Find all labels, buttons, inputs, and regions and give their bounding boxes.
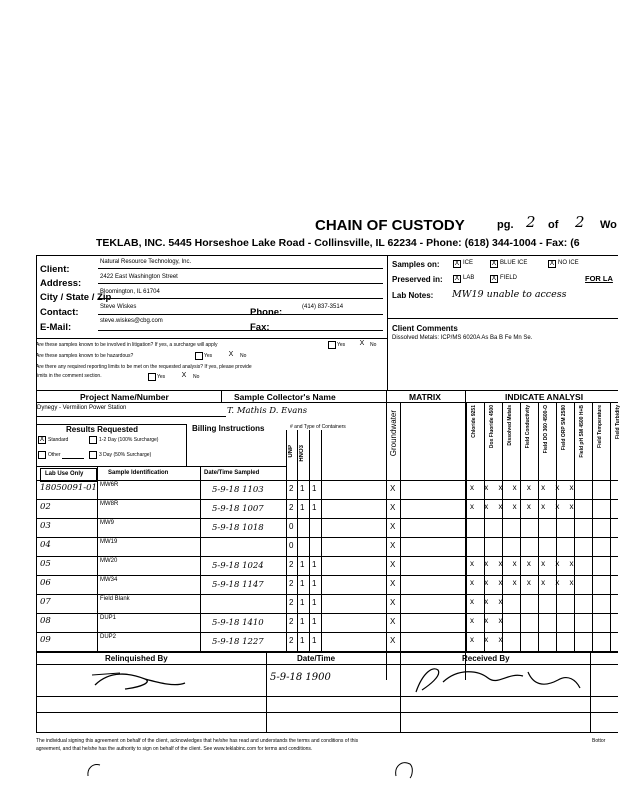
- unp-count: 2: [289, 503, 294, 512]
- ice-checkbox[interactable]: X: [454, 260, 460, 267]
- two-day-label: 1-2 Day (100% Surcharge): [99, 437, 159, 443]
- lab-number: 08: [40, 616, 51, 626]
- three-day-label: 3 Day (50% Surcharge): [99, 452, 152, 458]
- lab-notes-value: MW19 unable to access: [452, 289, 567, 300]
- reporting-question: Are there any required reporting limits to be met on the requested analysis? If yes, please provide: [36, 364, 252, 370]
- lab-number: 18050091-01: [40, 483, 97, 493]
- sample-id: MW20: [100, 558, 118, 564]
- email-value: steve.wiskes@cbg.com: [100, 318, 163, 324]
- sample-id: MW8R: [100, 501, 119, 507]
- sample-collector-label: Sample Collector's Name: [234, 392, 336, 402]
- analysis-header: Field Turbidity: [615, 405, 621, 440]
- hole-punch-left: [85, 760, 105, 780]
- analysis-column-divider: [556, 402, 557, 652]
- analysis-header: Field Temperature: [597, 405, 603, 448]
- lab-number: 07: [40, 597, 51, 607]
- container-count: 1: [312, 598, 317, 607]
- lab-number: 02: [40, 502, 51, 512]
- analysis-header: Chloride 9251: [471, 405, 477, 438]
- footer-line-1: The individual signing this agreement on behalf of the client, acknowledges that he/she has read and understands the terms and conditions of this: [36, 738, 359, 744]
- analysis-marks: x x x x x x x x: [470, 559, 574, 568]
- lab-number: 03: [40, 521, 51, 531]
- container-count: 1: [312, 636, 317, 645]
- unp-count: 2: [289, 579, 294, 588]
- of-label: of: [548, 219, 559, 231]
- client-value: Natural Resource Technology, Inc.: [100, 259, 192, 265]
- unp-count: 2: [289, 617, 294, 626]
- received-by-label: Received By: [462, 654, 510, 663]
- date-time-sampled: 5-9-18 1147: [212, 580, 264, 590]
- sample-collector-value: T. Mathis D. Evans: [227, 406, 308, 416]
- footer-right: Bottor: [592, 738, 606, 744]
- date-time-label: Date/Time: [297, 654, 336, 663]
- hno3-count: 1: [300, 560, 305, 569]
- relinquished-date-value: 5-9-18 1900: [270, 672, 331, 683]
- unp-count: 2: [289, 636, 294, 645]
- unp-count: 2: [289, 560, 294, 569]
- email-label: E-Mail:: [40, 322, 72, 333]
- container-count: 1: [312, 579, 317, 588]
- date-time-sampled: 5-9-18 1024: [212, 561, 264, 571]
- reporting-question-2: limits in the comment section.: [36, 373, 102, 379]
- container-count: 1: [312, 617, 317, 626]
- groundwater-mark: X: [390, 636, 396, 645]
- reporting-no-checkbox[interactable]: X: [181, 372, 187, 379]
- no-ice-checkbox[interactable]: X: [549, 260, 555, 267]
- analysis-marks: x x x x x x x x: [470, 578, 574, 587]
- analysis-marks: x x x: [470, 635, 503, 644]
- row-divider: [36, 537, 618, 538]
- groundwater-mark: X: [390, 617, 396, 626]
- analysis-marks: x x x: [470, 616, 503, 625]
- lab-address-line: TEKLAB, INC. 5445 Horseshoe Lake Road - Collinsville, IL 62234 - Phone: (618) 344-1004 - Fax: (6: [96, 237, 580, 249]
- analysis-marks: x x x x x x x x: [470, 483, 574, 492]
- groundwater-mark: X: [390, 579, 396, 588]
- standard-checkbox[interactable]: X: [39, 436, 45, 443]
- analysis-header: Field DO 360 4500-O: [543, 405, 549, 454]
- hno3-header: HNO3: [299, 445, 305, 462]
- unp-count: 0: [289, 522, 294, 531]
- three-day-checkbox[interactable]: [89, 451, 97, 459]
- date-time-sampled: 5-9-18 1018: [212, 523, 264, 533]
- contact-value: Steve Wiskes: [100, 304, 137, 310]
- page-number: 2: [526, 213, 536, 231]
- date-time-sampled: 5-9-18 1103: [212, 485, 264, 495]
- lab-number: 06: [40, 578, 51, 588]
- date-time-sampled: 5-9-18 1007: [212, 504, 264, 514]
- groundwater-header: Groundwater: [389, 410, 398, 457]
- preserved-label: Preserved in:: [392, 275, 443, 284]
- no-ice-label: NO ICE: [558, 260, 579, 266]
- phone-label: Phone:: [250, 307, 283, 318]
- lab-number: 04: [40, 540, 51, 550]
- hno3-count: 1: [300, 503, 305, 512]
- client-comments-value: Dissolved Metals: ICP/MS 6020A As Ba B Fe Mn Se.: [392, 335, 533, 341]
- sample-id: DUP1: [100, 615, 117, 621]
- field-checkbox[interactable]: X: [491, 275, 497, 282]
- hole-punch-center: [392, 758, 416, 782]
- matrix-label: MATRIX: [409, 392, 441, 402]
- sample-id: Field Blank: [100, 596, 130, 602]
- fax-label: Fax:: [250, 322, 270, 333]
- groundwater-mark: X: [390, 541, 396, 550]
- analysis-header: Field pH SM 4500 H+B: [579, 405, 585, 458]
- analysis-column-divider: [484, 402, 485, 652]
- groundwater-mark: X: [390, 598, 396, 607]
- hno3-count: 1: [300, 484, 305, 493]
- row-divider: [36, 575, 618, 576]
- blue-ice-checkbox[interactable]: X: [491, 260, 497, 267]
- analysis-header: Field ORP SM 2580: [561, 405, 567, 451]
- analysis-header: Dox Fluoride 4500: [489, 405, 495, 449]
- analysis-header: Field Conductivity: [525, 405, 531, 449]
- hazardous-no-label: No: [240, 353, 247, 359]
- row-divider: [36, 499, 618, 500]
- other-checkbox[interactable]: [38, 451, 46, 459]
- standard-label: Standard: [48, 437, 69, 443]
- unp-count: 0: [289, 541, 294, 550]
- groundwater-mark: X: [390, 503, 396, 512]
- groundwater-mark: X: [390, 560, 396, 569]
- phone-value: (414) 837-3514: [302, 304, 344, 310]
- lab-notes-label: Lab Notes:: [392, 291, 434, 300]
- litigation-no-checkbox[interactable]: X: [359, 340, 365, 347]
- unp-header: UNP: [288, 445, 294, 458]
- container-count: 1: [312, 484, 317, 493]
- received-signature: [408, 662, 583, 696]
- sample-id: MW34: [100, 577, 118, 583]
- sample-id-header: Sample Identification: [108, 470, 169, 476]
- analysis-column-divider: [466, 402, 467, 652]
- container-count: 1: [312, 503, 317, 512]
- for-lab-label: FOR LA: [585, 274, 613, 283]
- analysis-marks: x x x x x x x x: [470, 502, 574, 511]
- ice-label: ICE: [463, 260, 474, 266]
- lab-label: LAB: [463, 275, 475, 281]
- analysis-column-divider: [520, 402, 521, 652]
- hazardous-yes-label: Yes: [204, 353, 213, 359]
- date-time-sampled: 5-9-18 1227: [212, 637, 264, 647]
- address-label: Address:: [40, 278, 82, 289]
- relinquished-by-label: Relinquished By: [105, 654, 168, 663]
- relinquished-signature: [90, 665, 190, 695]
- client-comments-label: Client Comments: [392, 324, 458, 333]
- hazardous-no-checkbox[interactable]: X: [228, 351, 234, 358]
- analysis-column-divider: [574, 402, 575, 652]
- groundwater-mark: X: [390, 522, 396, 531]
- hazardous-question: Are these samples known to be hazardous?: [36, 353, 134, 359]
- footer-line-2: agreement, and that he/she has the authority to sign on behalf of the client. See www.teklabinc.com for terms and conditions.: [36, 746, 313, 752]
- samples-on-label: Samples on:: [392, 260, 440, 269]
- wo-label: Wo: [600, 219, 617, 231]
- container-count: 1: [312, 560, 317, 569]
- project-name-label: Project Name/Number: [80, 392, 169, 402]
- analysis-header: Dissolved Metals: [507, 405, 513, 446]
- address-value: 2422 East Washington Street: [100, 274, 178, 280]
- indicate-analysis-label: INDICATE ANALYSI: [505, 392, 584, 402]
- row-divider: [36, 613, 618, 614]
- row-divider: [36, 632, 618, 633]
- unp-count: 2: [289, 598, 294, 607]
- client-label: Client:: [40, 264, 70, 275]
- blue-ice-label: BLUE ICE: [500, 260, 528, 266]
- date-time-sampled: 5-9-18 1410: [212, 618, 264, 628]
- lab-number: 09: [40, 635, 51, 645]
- analysis-marks: x x x: [470, 597, 503, 606]
- hno3-count: 1: [300, 598, 305, 607]
- hno3-count: 1: [300, 636, 305, 645]
- lab-number: 05: [40, 559, 51, 569]
- hno3-count: 1: [300, 617, 305, 626]
- row-divider: [36, 556, 618, 557]
- analysis-column-divider: [592, 402, 593, 652]
- sample-id: MW6R: [100, 482, 119, 488]
- reporting-no-label: No: [193, 374, 200, 380]
- reporting-yes-checkbox[interactable]: [148, 373, 156, 381]
- reporting-yes-label: Yes: [157, 374, 166, 380]
- analysis-column-divider: [610, 402, 611, 652]
- billing-instructions-label: Billing Instructions: [192, 424, 265, 433]
- litigation-yes-checkbox[interactable]: [328, 341, 336, 349]
- field-label: FIELD: [500, 275, 518, 281]
- contact-label: Contact:: [40, 307, 79, 318]
- sample-id: MW19: [100, 539, 118, 545]
- analysis-column-divider: [538, 402, 539, 652]
- page-total: 2: [575, 213, 585, 231]
- document-title: CHAIN OF CUSTODY: [315, 217, 465, 234]
- project-name-value: Dynegy - Vermilion Power Station: [37, 405, 127, 411]
- hazardous-yes-checkbox[interactable]: [195, 352, 203, 360]
- lab-checkbox[interactable]: X: [454, 275, 460, 282]
- litigation-yes-label: Yes: [337, 342, 346, 348]
- litigation-no-label: No: [370, 342, 377, 348]
- city-value: Bloomington, IL 61704: [100, 289, 160, 295]
- sample-id: MW9: [100, 520, 114, 526]
- date-time-header: Date/Time Sampled: [204, 470, 260, 476]
- litigation-question: Are these samples known to be involved in litigation? If yes, a surcharge will apply: [36, 342, 218, 348]
- unp-count: 2: [289, 484, 294, 493]
- row-divider: [36, 594, 618, 595]
- page-label: pg.: [497, 219, 514, 231]
- two-day-checkbox[interactable]: [89, 436, 97, 444]
- city-label: City / State / Zip: [40, 292, 112, 303]
- containers-label: # and Type of Containers: [290, 424, 346, 430]
- analysis-column-divider: [502, 402, 503, 652]
- groundwater-mark: X: [390, 484, 396, 493]
- sample-id: DUP2: [100, 634, 117, 640]
- results-requested-label: Results Requested: [66, 425, 139, 434]
- other-label: Other: [48, 452, 61, 458]
- hno3-count: 1: [300, 579, 305, 588]
- lab-use-only-header: Lab Use Only: [40, 468, 97, 482]
- row-divider: [36, 518, 618, 519]
